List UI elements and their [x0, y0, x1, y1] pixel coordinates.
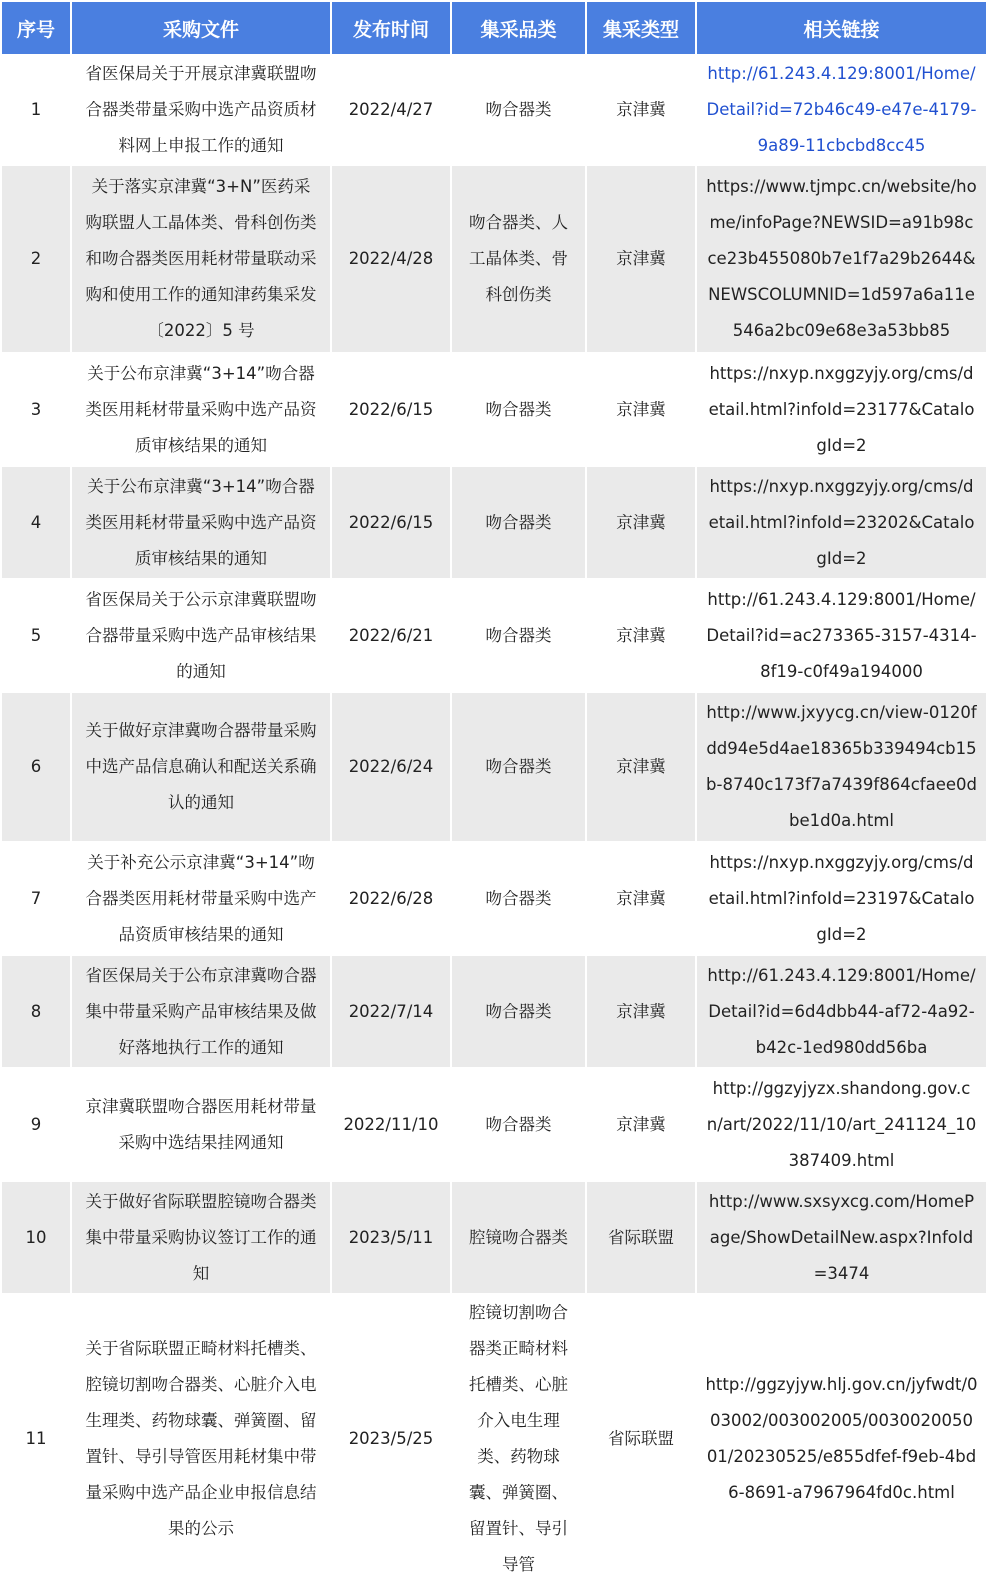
table-header-row [1, 1, 986, 55]
row-seq: 11 [1, 1294, 71, 1584]
row-doc: 关于公布京津冀“3+14”吻合器类医用耗材带量采购中选产品资质审核结果的通知 [71, 353, 331, 466]
row-seq: 4 [1, 466, 71, 579]
row-seq: 8 [1, 955, 71, 1068]
header-link: 相关链接 [696, 1, 986, 55]
table-row [1, 165, 986, 353]
row-type: 京津冀 [586, 466, 696, 579]
table-row [1, 353, 986, 466]
row-date: 2022/6/28 [331, 842, 451, 955]
table-row [1, 1181, 986, 1294]
row-type: 京津冀 [586, 579, 696, 692]
row-link[interactable]: http://61.243.4.129:8001/Home/Detail?id=ac273365-3157-4314-8f19-c0f49a194000 [696, 579, 986, 692]
row-category: 吻合器类、人工晶体类、骨科创伤类 [451, 165, 586, 353]
row-date: 2022/6/21 [331, 579, 451, 692]
row-doc: 关于补充公示京津冀“3+14”吻合器类医用耗材带量采购中选产品资质审核结果的通知 [71, 842, 331, 955]
row-date: 2023/5/25 [331, 1294, 451, 1584]
row-date: 2022/6/15 [331, 353, 451, 466]
row-type: 京津冀 [586, 55, 696, 165]
row-category: 吻合器类 [451, 692, 586, 842]
row-date: 2022/11/10 [331, 1068, 451, 1181]
row-type: 京津冀 [586, 955, 696, 1068]
table-row [1, 55, 986, 165]
row-type: 省际联盟 [586, 1181, 696, 1294]
row-link[interactable]: http://www.sxsyxcg.com/HomePage/ShowDetailNew.aspx?InfoId=3474 [696, 1181, 986, 1294]
row-link[interactable]: http://ggzyjyzx.shandong.gov.cn/art/2022/11/10/art_241124_10387409.html [696, 1068, 986, 1181]
row-seq: 10 [1, 1181, 71, 1294]
row-date: 2022/6/24 [331, 692, 451, 842]
row-category: 吻合器类 [451, 55, 586, 165]
row-category: 吻合器类 [451, 955, 586, 1068]
row-category: 吻合器类 [451, 353, 586, 466]
header-type: 集采类型 [586, 1, 696, 55]
row-doc: 关于落实京津冀“3+N”医药采购联盟人工晶体类、骨科创伤类和吻合器类医用耗材带量联动采购和使用工作的通知津药集采发〔2022〕5 号 [71, 165, 331, 353]
row-doc: 省医保局关于公示京津冀联盟吻合器带量采购中选产品审核结果的通知 [71, 579, 331, 692]
table-row [1, 466, 986, 579]
row-date: 2022/6/15 [331, 466, 451, 579]
table-row [1, 1068, 986, 1181]
row-doc: 关于做好京津冀吻合器带量采购中选产品信息确认和配送关系确认的通知 [71, 692, 331, 842]
row-date: 2022/4/27 [331, 55, 451, 165]
header-doc: 采购文件 [71, 1, 331, 55]
row-seq: 2 [1, 165, 71, 353]
row-seq: 1 [1, 55, 71, 165]
row-doc: 省医保局关于公布京津冀吻合器集中带量采购产品审核结果及做好落地执行工作的通知 [71, 955, 331, 1068]
row-type: 省际联盟 [586, 1294, 696, 1584]
table-row [1, 955, 986, 1068]
header-seq: 序号 [1, 1, 71, 55]
row-seq: 9 [1, 1068, 71, 1181]
row-link[interactable]: http://ggzyjyw.hlj.gov.cn/jyfwdt/003002/003002005/003002005001/20230525/e855dfef-f9eb-4bd6-8691-a7967964fd0c.html [696, 1294, 986, 1584]
row-type: 京津冀 [586, 692, 696, 842]
row-link[interactable]: http://www.jxyycg.cn/view-0120fdd94e5d4ae18365b339494cb15b-8740c173f7a7439f864cfaee0dbe1d0a.html [696, 692, 986, 842]
row-doc: 关于做好省际联盟腔镜吻合器类集中带量采购协议签订工作的通知 [71, 1181, 331, 1294]
row-doc: 关于省际联盟正畸材料托槽类、腔镜切割吻合器类、心脏介入电生理类、药物球囊、弹簧圈、留置针、导引导管医用耗材集中带量采购中选产品企业申报信息结果的公示 [71, 1294, 331, 1584]
row-seq: 5 [1, 579, 71, 692]
row-type: 京津冀 [586, 1068, 696, 1181]
row-category: 吻合器类 [451, 579, 586, 692]
row-link[interactable]: https://nxyp.nxggzyjy.org/cms/detail.html?infoId=23197&CatalogId=2 [696, 842, 986, 955]
row-category: 吻合器类 [451, 842, 586, 955]
row-seq: 3 [1, 353, 71, 466]
row-category: 吻合器类 [451, 466, 586, 579]
row-type: 京津冀 [586, 842, 696, 955]
row-date: 2022/4/28 [331, 165, 451, 353]
row-date: 2022/7/14 [331, 955, 451, 1068]
row-category: 腔镜切割吻合器类正畸材料托槽类、心脏介入电生理类、药物球囊、弹簧圈、留置针、导引导管 [451, 1294, 586, 1584]
row-category: 吻合器类 [451, 1068, 586, 1181]
row-link[interactable]: https://nxyp.nxggzyjy.org/cms/detail.html?infoId=23177&CatalogId=2 [696, 353, 986, 466]
row-doc: 关于公布京津冀“3+14”吻合器类医用耗材带量采购中选产品资质审核结果的通知 [71, 466, 331, 579]
row-seq: 6 [1, 692, 71, 842]
table-row [1, 1294, 986, 1584]
header-category: 集采品类 [451, 1, 586, 55]
row-type: 京津冀 [586, 353, 696, 466]
row-link[interactable]: https://nxyp.nxggzyjy.org/cms/detail.html?infoId=23202&CatalogId=2 [696, 466, 986, 579]
row-doc: 京津冀联盟吻合器医用耗材带量采购中选结果挂网通知 [71, 1068, 331, 1181]
table-row [1, 579, 986, 692]
row-date: 2023/5/11 [331, 1181, 451, 1294]
header-date: 发布时间 [331, 1, 451, 55]
row-seq: 7 [1, 842, 71, 955]
row-link[interactable]: https://www.tjmpc.cn/website/home/infoPage?NEWSID=a91b98cce23b455080b7e1f7a29b2644&NEWSCOLUMNID=1d597a6a11e546a2bc09e68e3a53bb85 [696, 165, 986, 353]
table-row [1, 692, 986, 842]
row-doc: 省医保局关于开展京津冀联盟吻合器类带量采购中选产品资质材料网上申报工作的通知 [71, 55, 331, 165]
row-link[interactable]: http://61.243.4.129:8001/Home/Detail?id=72b46c49-e47e-4179-9a89-11cbcbd8cc45 [696, 55, 986, 165]
row-category: 腔镜吻合器类 [451, 1181, 586, 1294]
table-row [1, 842, 986, 955]
row-link[interactable]: http://61.243.4.129:8001/Home/Detail?id=6d4dbb44-af72-4a92-b42c-1ed980dd56ba [696, 955, 986, 1068]
row-type: 京津冀 [586, 165, 696, 353]
